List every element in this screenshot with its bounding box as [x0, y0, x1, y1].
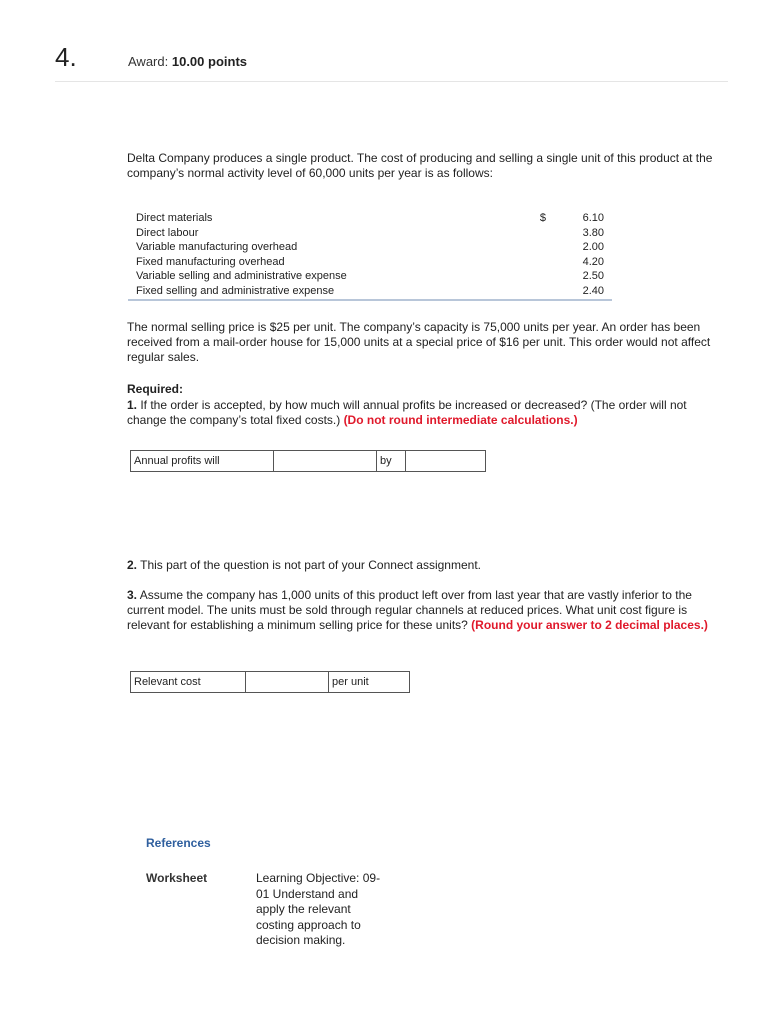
answer-1-amount-input[interactable] — [409, 452, 482, 470]
q1-number: 1. — [127, 398, 138, 412]
intro-text: Delta Company produces a single product. The cost of producing and selling a single unit of this product at the company’s normal activity level of 60,000 units per year is as follows: — [127, 151, 713, 180]
cost-currency-symbol — [524, 269, 546, 284]
q3-note: (Round your answer to 2 decimal places.) — [471, 618, 708, 632]
cost-currency-symbol — [524, 240, 546, 255]
cost-item-value: 6.10 — [582, 212, 604, 224]
answer-1-amount-cell[interactable] — [406, 451, 486, 472]
cost-item-value: 4.20 — [582, 255, 604, 268]
worksheet-label: Worksheet — [146, 871, 208, 885]
award-points: 10.00 points — [171, 54, 247, 69]
cost-item-label: Direct materials — [136, 212, 213, 224]
answer-3-value-input[interactable] — [249, 673, 325, 691]
cost-table-row — [128, 240, 612, 255]
cost-table-row — [128, 255, 612, 270]
answer-3-label: Relevant cost — [131, 672, 246, 693]
q1-note: (Do not round intermediate calculations.) — [343, 413, 578, 427]
cost-item-value: 2.00 — [582, 241, 604, 254]
question-1-text — [127, 398, 727, 428]
answer-3-unit-label: per unit — [329, 672, 410, 693]
cost-table-row — [128, 211, 612, 226]
answer-1-direction-select[interactable] — [274, 451, 377, 472]
q2-number: 2. — [127, 558, 138, 572]
question-number: 4. — [55, 42, 77, 72]
cost-table — [128, 211, 612, 301]
cost-item-label: Fixed manufacturing overhead — [136, 255, 285, 268]
question-3-text — [127, 588, 727, 633]
cost-table-row — [128, 269, 612, 284]
q3-number: 3. — [127, 588, 138, 602]
learning-objective: Learning Objective: 09-01 Understand and apply the relevant costing approach to decision making. — [256, 871, 381, 947]
answer-3-value-cell[interactable] — [246, 672, 329, 693]
cost-item-value: 2.50 — [582, 270, 604, 283]
cost-currency-symbol — [524, 226, 546, 241]
cost-currency-symbol — [524, 255, 546, 270]
answer-1-by-label: by — [377, 451, 406, 472]
answer-3-row — [130, 671, 410, 693]
award-label: Award: — [128, 54, 169, 69]
required-heading — [127, 382, 727, 397]
cost-item-value: 2.40 — [546, 284, 612, 300]
answer-1-row — [130, 450, 486, 472]
cost-table-row — [128, 226, 612, 241]
required-label: Required: — [127, 382, 184, 396]
references-link[interactable]: References — [146, 836, 211, 850]
question-2-text — [127, 558, 727, 573]
cost-table-row — [128, 284, 612, 300]
cost-currency-symbol — [524, 284, 546, 300]
q1-body: If the order is accepted, by how much will annual profits be increased or decreased? (The order will not change the company’s total fixed costs.) — [127, 398, 687, 427]
award-line — [128, 54, 247, 69]
q2-body: This part of the question is not part of your Connect assignment. — [137, 558, 481, 572]
answer-1-direction-input[interactable] — [277, 452, 373, 470]
cost-item-label: Variable manufacturing overhead — [136, 241, 298, 254]
cost-currency-symbol: $ — [539, 212, 546, 224]
cost-item-label: Direct labour — [136, 226, 199, 239]
scenario-text: The normal selling price is $25 per unit. The company’s capacity is 75,000 units per year. An order has been received from a mail-order house for 15,000 units at a special price of $16 per unit. This order would not affect regular sales. — [127, 320, 711, 364]
cost-item-label: Fixed selling and administrative expense — [128, 284, 524, 300]
header-divider — [55, 81, 728, 82]
q3-body: Assume the company has 1,000 units of this product left over from last year that are vastly inferior to the current model. The units must be sold through regular channels at reduced prices. What unit cost figure is relevant for establishing a minimum selling price for these units? — [127, 588, 692, 632]
answer-1-label: Annual profits will — [131, 451, 274, 472]
cost-item-label: Variable selling and administrative expense — [136, 270, 347, 283]
cost-item-value: 3.80 — [582, 226, 604, 239]
